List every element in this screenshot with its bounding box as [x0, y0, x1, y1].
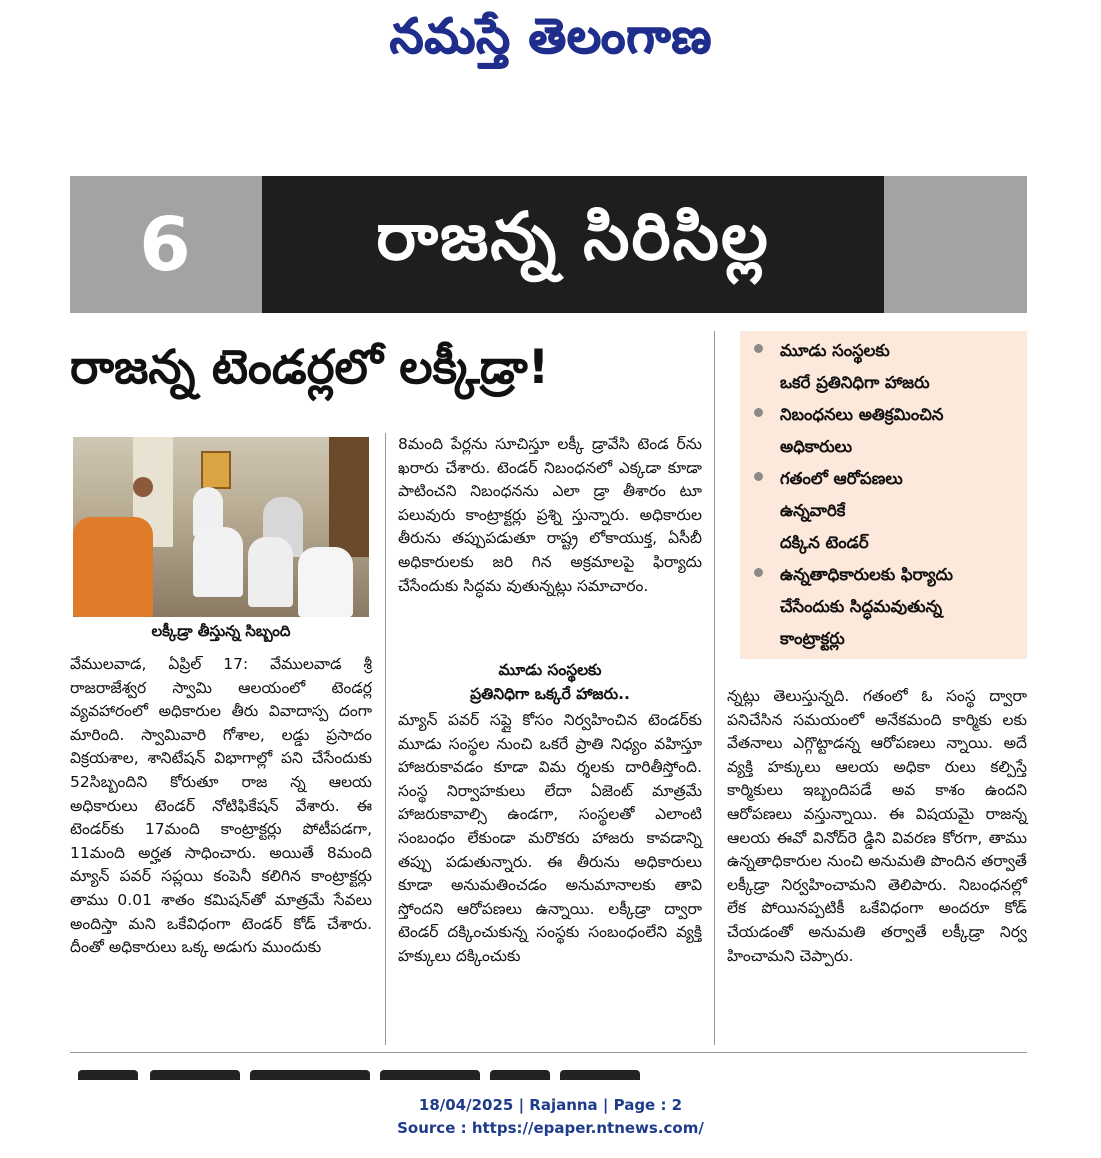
article-column-3: న్నట్లు తెలుస్తున్నది. గతంలో ఓ సంస్థ ద్వారా పనిచేసిన సమయంలో అనేకమంది కార్మికు లకు వేతనాలు ఎగ్గొట్టాడన్న ఆరోపణలు న్నాయి. అదే వ్యక్తి హక్కులు ఆలయ అధికా రులు కల్పిస్తే కార్మికులు ఇబ్బందిపడే అవ కాశం ఉందని ఆరోపణలు వస్తున్నాయి. ఈ విషయమై రాజన్న ఆలయ ఈవో వినోద్‌రె డ్డిని వివరణ కోరగా, తాము ఉన్నతాధికారుల నుంచి అనుమతి పొందిన తర్వాతే లక్కీడ్రా నిర్వహించామని తెలిపారు. నిబంధనల్లో లేక పోయినప్పటికీ ఒకేవిధంగా అందరూ కోడ్ చేయడంతో అనుమతి తర్వాతే లక్కీడ్రా నిర్వ హించామని చెప్పారు. [727, 687, 1027, 965]
column-divider [385, 433, 386, 1045]
cropped-next-headline [70, 1062, 1027, 1080]
article-column-2-top: 8మంది పేర్లను సూచిస్తూ లక్కీ డ్రావేసి టెండ ర్‌ను ఖరారు చేశారు. టెండర్ నిబంధనలో ఎక్కడా కూడా పాటించని నిబంధనను ఎలా డ్రా తీశారం టూ పలువురు కాంట్రాక్టర్లు ప్రశ్ని స్తున్నారు. అధికారుల తీరును తప్పుపడుతూ రాష్ట్ర లోకాయుక్త, ఏసీబీ అధికారులకు జరి గిన అక్రమాలపై ఫిర్యాదు చేసేందుకు సిద్ధమ వుతున్నట్లు సమాచారం. [398, 435, 702, 595]
bullet-icon [754, 472, 763, 481]
article-headline: రాజన్న టెండర్లలో లక్కీడ్రా! [70, 340, 550, 395]
bullet-icon [754, 408, 763, 417]
section-banner [70, 176, 1027, 313]
section-divider [70, 1052, 1027, 1053]
article-column-1: వేములవాడ, ఏప్రిల్ 17: వేములవాడ శ్రీ రాజరాజేశ్వర స్వామి ఆలయంలో టెండర్ల వ్యవహారంలో అధికారుల తీరు వివాదాస్ప దంగా మారింది. స్వామివారి గోశాల, లడ్డు ప్రసాదం విక్రయశాల, శానిటేషన్ విభాగాల్లో పని చేసేందుకు 52సిబ్బందిని కోరుతూ రాజ న్న ఆలయ అధికారులు టెండర్ నోటిఫికేషన్ వేశారు. ఈ టెండర్‌కు 17మంది కాంట్రాక్టర్లు పోటీపడగా, 11మంది అర్హత సాధించారు. అయితే 8మంది మ్యాన్ పవర్ సప్లయి కంపెనీ కలిగిన కాంట్రాక్టర్లు తాము 0.01 శాతం కమిషన్‌తో మాత్రమే సేవలు అందిస్తా మని ఒకేవిధంగా టెండర్ కోడ్ చేశారు. దీంతో అధికారులు ఒక్క అడుగు ముందుకు [70, 655, 372, 957]
footer-date-line: 18/04/2025 | Rajanna | Page : 2 [418, 1096, 683, 1114]
page-number: 6 [139, 201, 191, 288]
column-divider [714, 331, 715, 1045]
footer-source-line[interactable]: Source : https://epaper.ntnews.com/ [397, 1119, 704, 1137]
article-photo [73, 437, 369, 617]
masthead-logo: నమస్తే తెలంగాణ [389, 8, 712, 64]
bullet-icon [754, 344, 763, 353]
photo-caption: లక్కీడ్రా తీస్తున్న సిబ్బంది [151, 622, 291, 640]
bullet-icon [754, 568, 763, 577]
district-title: రాజన్న సిరిసిల్ల [262, 176, 884, 313]
highlights-box: మూడు సంస్థలకు ఒకరే ప్రతినిధిగా హాజరు నిబంధనలు అతిక్రమించిన అధికారులు గతంలో ఆరోపణలు ఉన్నవారికే దక్కిన టెండర్ ఉన్నతాధికారులకు ఫిర్యాదు చేసేందుకు సిద్ధమవుతున్న కాంట్రాక్టర్లు [740, 331, 1027, 659]
article-subhead: మూడు సంస్థలకు ప్రతినిధిగా ఒక్కరే హాజరు.. [470, 661, 630, 703]
page-footer [0, 1094, 1101, 1140]
article-column-2-bottom: మ్యాన్ పవర్ సప్లై కోసం నిర్వహించిన టెండర్‌కు మూడు సంస్థల నుంచి ఒకరే ప్రాతి నిధ్యం వహిస్తూ హాజరుకావడం కూడా విమ ర్శలకు దారితీస్తోంది. సంస్థ నిర్వాహకులు లేదా ఏజెంట్ మాత్రమే హాజరుకావాల్సి ఉండగా, సంస్థలతో ఎలాంటి సంబంధం లేకుండా మరొకరు హాజరు కావడాన్ని తప్పు పడుతున్నారు. ఈ తీరును అధికారులు కూడా అనుమతించడం అనుమానాలకు తావి స్తోందని ఆరోపణలు ఉన్నాయి. లక్కీడ్రా ద్వారా టెండర్ దక్కించుకున్న సంస్థకు సంబంధంలేని వ్యక్తి హక్కులు దక్కించుకు [398, 711, 702, 965]
